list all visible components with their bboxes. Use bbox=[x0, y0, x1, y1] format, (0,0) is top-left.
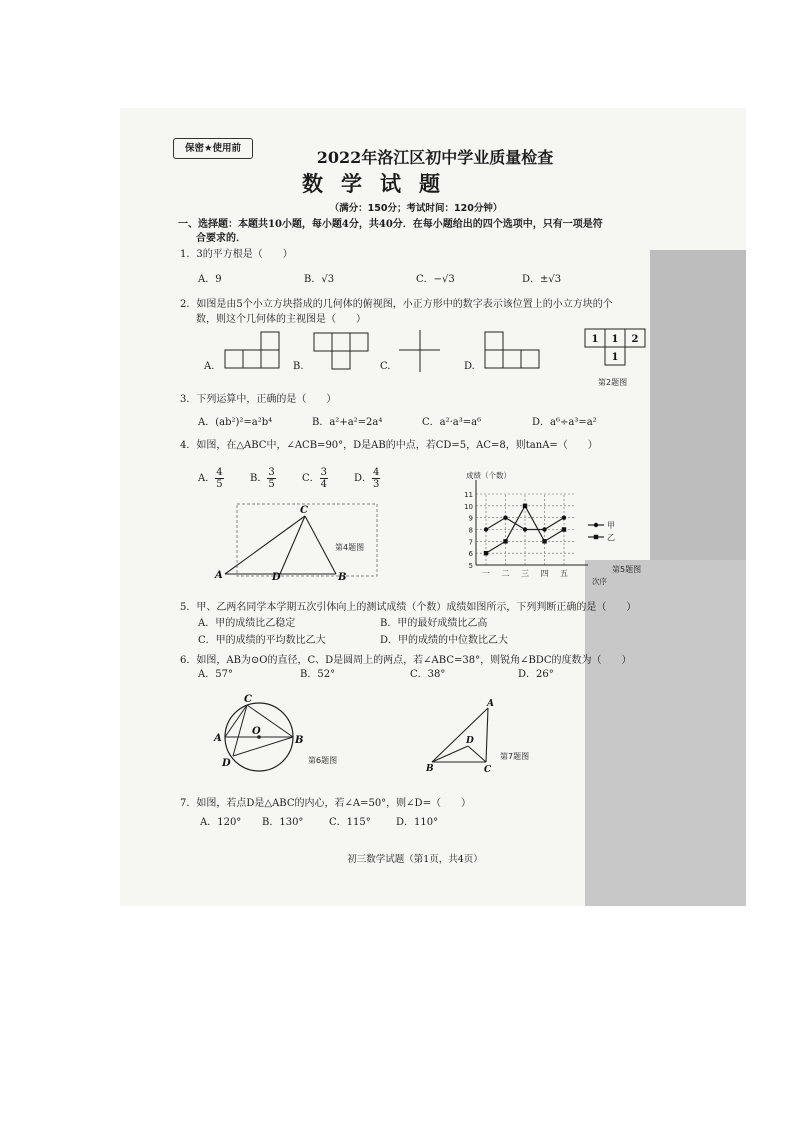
q2-grid-cell: 1 bbox=[591, 334, 599, 345]
q2-grid-cell: 1 bbox=[611, 352, 619, 363]
q6-option-a: A．57° bbox=[198, 669, 233, 680]
q7-caption: 第7题图 bbox=[500, 752, 530, 761]
denominator: 5 bbox=[268, 479, 275, 490]
q2-grid-cell: 2 bbox=[631, 334, 639, 345]
chart-y-tick: 11 bbox=[464, 491, 473, 499]
q7-option-c: C．115° bbox=[329, 817, 371, 828]
numerator: 3 bbox=[268, 467, 275, 478]
q3-option-b: B．a²+a²=2a⁴ bbox=[312, 417, 383, 428]
chart-y-tick: 8 bbox=[468, 526, 473, 535]
q7-label-d: D bbox=[466, 736, 474, 746]
q3-stem: 3．下列运算中，正确的是（ ） bbox=[180, 394, 337, 405]
q7-label-a: A bbox=[487, 699, 494, 709]
q1-option-d: D．±√3 bbox=[522, 274, 562, 285]
section-heading: 一、选择题：本题共10小题，每小题4分，共40分．在每小题给出的四个选项中，只有一项是符 bbox=[178, 219, 603, 230]
q2-option-a: A. bbox=[204, 361, 215, 372]
chart-y-tick: 5 bbox=[468, 562, 473, 570]
q2-stem: 2．如图是由5个小立方块搭成的几何体的俯视图，小正方形中的数字表示该位置上的小立方块的个 bbox=[180, 299, 613, 310]
q6-option-c: C．38° bbox=[410, 669, 446, 680]
q2-caption: 第2题图 bbox=[598, 378, 628, 387]
chart-x-tick: 五 bbox=[560, 569, 568, 578]
q4-option-a-label: A． bbox=[198, 473, 216, 484]
q4-label-d: D bbox=[272, 572, 281, 583]
chart-xlabel: 次序 bbox=[592, 577, 607, 586]
q3-option-a: A．(ab²)²=a²b⁴ bbox=[198, 417, 273, 428]
q3-option-c: C．a²·a³=a⁶ bbox=[422, 417, 482, 428]
q4-option-d-label: D． bbox=[354, 473, 373, 484]
chart-y-tick: 10 bbox=[464, 502, 473, 511]
q6-caption: 第6题图 bbox=[308, 756, 338, 765]
q4-caption: 第4题图 bbox=[335, 543, 365, 552]
q6-label-a: A bbox=[214, 733, 222, 744]
q7-option-d: D．110° bbox=[396, 817, 439, 828]
q4-label-a: A bbox=[215, 570, 223, 581]
q2-grid-cell: 1 bbox=[611, 334, 619, 345]
q1-stem: 1．3的平方根是（ ） bbox=[180, 249, 293, 260]
numerator: 3 bbox=[320, 467, 328, 478]
q5-caption: 第5题图 bbox=[612, 565, 642, 574]
q1-option-a: A．9 bbox=[198, 274, 222, 285]
q6-label-d: D bbox=[222, 758, 231, 769]
q5-option-a: A．甲的成绩比乙稳定 bbox=[198, 618, 296, 629]
chart-y-tick: 6 bbox=[468, 550, 473, 559]
q5-option-b: B．甲的最好成绩比乙高 bbox=[380, 618, 488, 629]
chart-x-tick: 一 bbox=[482, 569, 490, 578]
q1-option-b: B．√3 bbox=[304, 274, 335, 285]
chart-legend-label: 甲 bbox=[607, 521, 615, 530]
chart-legend-label: 乙 bbox=[607, 533, 615, 542]
denominator: 3 bbox=[373, 479, 380, 490]
q4-stem: 4．如图，在△ABC中，∠ACB=90°，D是AB的中点，若CD=5，AC=8，则tanA=（ ） bbox=[180, 440, 598, 451]
confidential-label: 保密★使用前 bbox=[173, 138, 253, 159]
q2-stem-cont: 数，则这个几何体的主视图是（ ） bbox=[196, 314, 366, 325]
section-heading-cont: 合要求的． bbox=[196, 233, 246, 244]
q7-option-a: A．120° bbox=[200, 817, 242, 828]
chart-ylabel: 成绩（个数） bbox=[466, 471, 511, 480]
q6-option-b: B．52° bbox=[300, 669, 336, 680]
q7-stem: 7．如图，若点D是△ABC的内心，若∠A=50°，则∠D=（ ） bbox=[180, 798, 471, 809]
subject-title: 数学试题 bbox=[302, 171, 458, 196]
q4-option-c-label: C． bbox=[302, 473, 320, 484]
q6-label-b: B bbox=[295, 735, 304, 746]
q3-option-d: D．a⁶÷a³=a² bbox=[532, 417, 597, 428]
denominator: 5 bbox=[216, 479, 223, 490]
q7-option-b: B．130° bbox=[262, 817, 304, 828]
numerator: 4 bbox=[373, 467, 380, 478]
q5-stem: 5．甲、乙两名同学本学期五次引体向上的测试成绩（个数）成绩如图所示，下列判断正确的是（ ） bbox=[180, 602, 637, 613]
page-footer: 初三数学试题（第1页，共4页） bbox=[347, 854, 483, 865]
q7-label-c: C bbox=[484, 765, 492, 775]
chart-x-tick: 二 bbox=[501, 569, 510, 578]
q6-label-c: C bbox=[244, 694, 252, 705]
q6-option-d: D．26° bbox=[518, 669, 554, 680]
numerator: 4 bbox=[216, 467, 223, 478]
q4-option-b-label: B． bbox=[250, 473, 268, 484]
q5-option-d: D．甲的成绩的中位数比乙大 bbox=[380, 635, 509, 646]
q1-option-c: C．−√3 bbox=[416, 274, 455, 285]
q6-stem: 6．如图，AB为⊙O的直径，C、D是圆周上的两点，若∠ABC=38°，则锐角∠BDC的度数为（ ） bbox=[180, 655, 632, 666]
denominator: 4 bbox=[320, 479, 328, 490]
chart-x-tick: 四 bbox=[540, 569, 549, 578]
q6-label-o: O bbox=[252, 726, 261, 737]
q2-option-b: B. bbox=[293, 361, 304, 372]
q5-option-c: C．甲的成绩的平均数比乙大 bbox=[198, 635, 326, 646]
exam-title: 2022年洛江区初中学业质量检查 bbox=[316, 148, 554, 167]
chart-y-tick: 9 bbox=[468, 514, 473, 523]
q7-label-b: B bbox=[426, 764, 434, 774]
chart-x-tick: 三 bbox=[521, 569, 529, 578]
q4-label-b: B bbox=[338, 572, 347, 583]
chart-y-tick: 7 bbox=[468, 538, 473, 547]
q2-option-d: D. bbox=[464, 361, 475, 372]
score-info: （满分：150分；考试时间：120分钟） bbox=[329, 203, 503, 214]
q4-label-c: C bbox=[300, 505, 308, 516]
q2-option-c: C. bbox=[380, 361, 391, 372]
